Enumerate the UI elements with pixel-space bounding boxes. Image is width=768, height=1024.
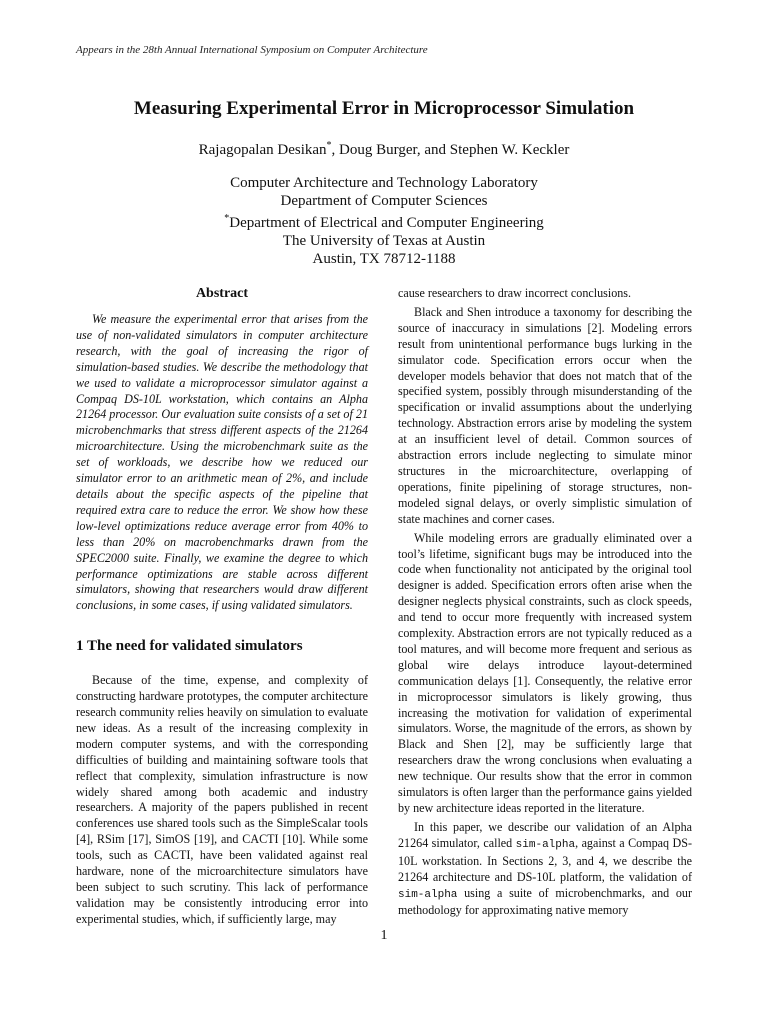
body-paragraph (398, 820, 692, 919)
code-identifier: sim-alpha (515, 838, 576, 851)
affiliation-lab: Computer Architecture and Technology Laboratory (230, 175, 538, 191)
abstract-heading: Abstract (195, 286, 249, 301)
abstract-text: We measure the experimental error that arises from the use of non-validated simulators in computer architecture research, with the goal of increasing the rigor of simulation-based studies. We describe the methodology that we used to validate a microprocessor simulator against a Compaq DS-10L workstation, which contains an Alpha 21264 processor. Our evaluation suite consists of a set of 21 microbenchmarks that stress different aspects of the 21264 microarchitecture. Using the microbenchmark suite as the set of workloads, we describe how we reduced our simulator error to an arithmetic mean of 2%, and include details about the specific aspects of the pipeline that required extra care to reduce the error. We show how these low-level optimizations reduce average error from 40% to less than 20% on macrobenchmarks drawn from the SPEC2000 suite. Finally, we examine the degree to which performance optimizations are stable across different simulators, showing that researchers would draw different conclusions, in some cases, if using validated simulators. (76, 312, 368, 613)
author-footnote-mark: * (326, 140, 332, 151)
page-number: 1 (380, 928, 388, 943)
body-paragraph-continued: cause researchers to draw incorrect conclusions. (398, 286, 632, 300)
body-paragraph: Because of the time, expense, and complexity of constructing hardware prototypes, the computer architecture research community relies heavily on simulation to evaluate new ideas. As a result of the increasing complexity in modern computer systems, and with the corresponding difficulties of building and maintaining software tools that reflect that complexity, simulation infrastructure is now widely shared among both academic and industry researchers. A majority of the papers published in recent conferences use shared tools such as the SimpleScalar tools [4], RSim [17], SimOS [19], and CACTI [10]. While some tools, such as CACTI, have been validated against real hardware, none of the microarchitecture simulators have been subject to such scrutiny. This lack of performance validation may be consistently introducing error into experimental studies, which, if sufficiently large, may (76, 673, 368, 926)
author-names-rest: , Doug Burger, and Stephen W. Keckler (331, 142, 570, 158)
paragraph-text: using a suite of microbenchmarks, and our methodology for approximating native memory (398, 885, 692, 918)
affiliation-block (0, 174, 768, 268)
affiliation-address: Austin, TX 78712-1188 (312, 251, 456, 267)
left-column (76, 286, 368, 928)
author-list (0, 140, 768, 159)
affiliation-dept-ece (0, 210, 768, 232)
right-column (398, 286, 692, 919)
affiliation-footnote-mark: * (224, 213, 230, 224)
section-heading: 1 The need for validated simulators (76, 638, 303, 655)
paragraph-text: In this paper, we describe our validation of an Alpha 21264 simulator, called (398, 819, 692, 850)
author-name: Rajagopalan Desikan (198, 142, 327, 158)
affiliation-dept-ece-text: Department of Electrical and Computer Engineering (229, 215, 544, 231)
code-identifier: sim-alpha (398, 888, 458, 901)
body-paragraph: While modeling errors are gradually eliminated over a tool’s lifetime, significant bugs may be introduced into the code when functionality not anticipated by the original tool designer is added. Specification errors often arise when the designer neglects physical constraints, such as clock speeds, and tend to occur more frequently with increased system complexity. Abstraction errors are not typically reduced as a tool matures, and will become more frequent and serious as global wire delays introduce layout-determined communication delays [1]. Consequently, the relative error in microprocessor simulators is likely growing, thus increasing the motivation for validation of experimental simulators. Worse, the magnitude of the errors, as shown by Black and Shen [2], may be sufficiently large that researchers draw the wrong conclusions when evaluating a new technique. Our results show that the error in common simulators is often larger than the performance gains yielded by new architecture ideas reported in the literature. (398, 530, 692, 815)
paper-title: Measuring Experimental Error in Microprocessor Simulation (133, 98, 635, 119)
paragraph-text: , against a Compaq DS-10L workstation. In Sections 2, 3, and 4, we describe the 21264 architecture and DS-10L platform, the validation of (398, 835, 692, 884)
affiliation-dept-cs: Department of Computer Sciences (280, 193, 488, 209)
body-paragraph: Black and Shen introduce a taxonomy for describing the source of inaccuracy in simulations [2]. Modeling errors result from unintentional performance bugs lurking in the simulator code. Specification errors occur when the developer models behavior that does not match that of the specified system, possibly through misunderstanding of the specification or invalid assumptions about the underlying technology. Abstraction errors arise by modeling the system at an insufficient level of detail. Common sources of abstraction errors include neglecting to simulate minor structures in the microarchitecture, overlapping of operations, finite pipelining of storage structures, non-modeled signal delays, or overly simplistic simulation of state machines and corner cases. (398, 304, 692, 526)
venue-note: Appears in the 28th Annual International Symposium on Computer Architecture (76, 44, 428, 56)
affiliation-university: The University of Texas at Austin (282, 233, 486, 249)
